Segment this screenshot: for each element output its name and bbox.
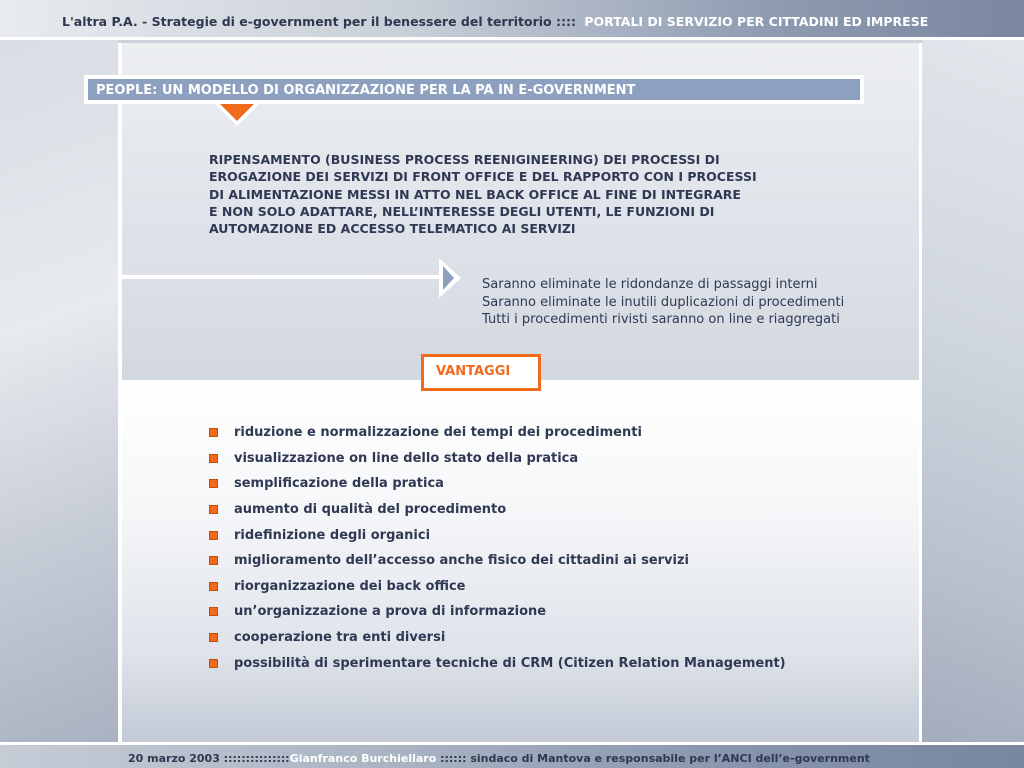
square-bullet-icon [209, 582, 218, 591]
benefit-text: riduzione e normalizzazione dei tempi dei procedimenti [234, 425, 642, 441]
statement-line: RIPENSAMENTO (BUSINESS PROCESS REENIGINEERING) DEI PROCESSI DI [209, 152, 720, 167]
main-statement [209, 151, 869, 237]
footer-author: Gianfranco Burchiellaro [289, 752, 437, 765]
benefit-item [209, 650, 786, 676]
footer-date: 20 marzo 2003 ::::::::::::::: [128, 752, 290, 765]
panel-right-border [919, 43, 922, 742]
outcome-item: Tutti i procedimenti rivisti saranno on line e riaggregati [482, 312, 840, 327]
square-bullet-icon [209, 531, 218, 540]
square-bullet-icon [209, 479, 218, 488]
section-title: PEOPLE: UN MODELLO DI ORGANIZZAZIONE PER LA PA IN E-GOVERNMENT [96, 83, 636, 98]
outcome-item: Saranno eliminate le inutili duplicazioni di procedimenti [482, 294, 845, 310]
arrow-right-icon [436, 256, 464, 300]
square-bullet-icon [209, 556, 218, 565]
benefit-item [209, 522, 786, 548]
benefit-item [209, 497, 786, 523]
square-bullet-icon [209, 659, 218, 668]
header-text [62, 14, 928, 29]
section-title-bar [84, 75, 864, 104]
benefit-text: ridefinizione degli organici [234, 527, 431, 543]
benefit-item [209, 574, 786, 600]
background-right [922, 40, 1024, 742]
vantaggi-label: VANTAGGI [436, 364, 511, 379]
benefit-text: cooperazione tra enti diversi [234, 630, 446, 646]
background-left [0, 40, 118, 742]
benefit-text: riorganizzazione dei back office [234, 578, 466, 594]
footer-role: :::::: sindaco di Mantova e responsabile per l’ANCI dell’e-government [436, 752, 870, 765]
benefit-text: aumento di qualità del procedimento [234, 502, 507, 518]
square-bullet-icon [209, 505, 218, 514]
benefit-text: semplificazione della pratica [234, 476, 444, 492]
outcomes-list [482, 276, 844, 329]
benefit-text: visualizzazione on line dello stato della pratica [234, 450, 579, 466]
outcome-item: Saranno eliminate le ridondanze di passaggi interni [482, 277, 818, 292]
vantaggi-label-box [421, 354, 541, 391]
square-bullet-icon [209, 607, 218, 616]
orange-pointer-icon [220, 104, 254, 121]
square-bullet-icon [209, 633, 218, 642]
square-bullet-icon [209, 428, 218, 437]
slide-header [0, 0, 1024, 40]
statement-line: AUTOMAZIONE ED ACCESSO TELEMATICO AI SERVIZI [209, 221, 576, 237]
benefits-list [209, 420, 786, 676]
statement-line: DI ALIMENTAZIONE MESSI IN ATTO NEL BACK OFFICE AL FINE DI INTEGRARE [209, 186, 741, 202]
footer-text [128, 752, 870, 765]
benefit-item [209, 446, 786, 472]
header-title: PORTALI DI SERVIZIO PER CITTADINI ED IMPRESE [584, 14, 929, 29]
slide-footer [0, 742, 1024, 768]
benefit-item [209, 548, 786, 574]
statement-line: E NON SOLO ADATTARE, NELL’INTERESSE DEGLI UTENTI, LE FUNZIONI DI [209, 203, 715, 219]
header-subtitle: L'altra P.A. - Strategie di e-government per il benessere del territorio :::: [62, 14, 576, 29]
benefit-item [209, 625, 786, 651]
benefit-item [209, 599, 786, 625]
statement-line: EROGAZIONE DEI SERVIZI DI FRONT OFFICE E DEL RAPPORTO CON I PROCESSI [209, 169, 757, 185]
benefit-text: un’organizzazione a prova di informazione [234, 604, 547, 620]
benefit-item [209, 471, 786, 497]
benefit-text: possibilità di sperimentare tecniche di CRM (Citizen Relation Management) [234, 655, 786, 671]
benefit-text: miglioramento dell’accesso anche fisico dei cittadini ai servizi [234, 553, 689, 569]
benefit-item [209, 420, 786, 446]
connector-line [122, 275, 441, 279]
square-bullet-icon [209, 454, 218, 463]
